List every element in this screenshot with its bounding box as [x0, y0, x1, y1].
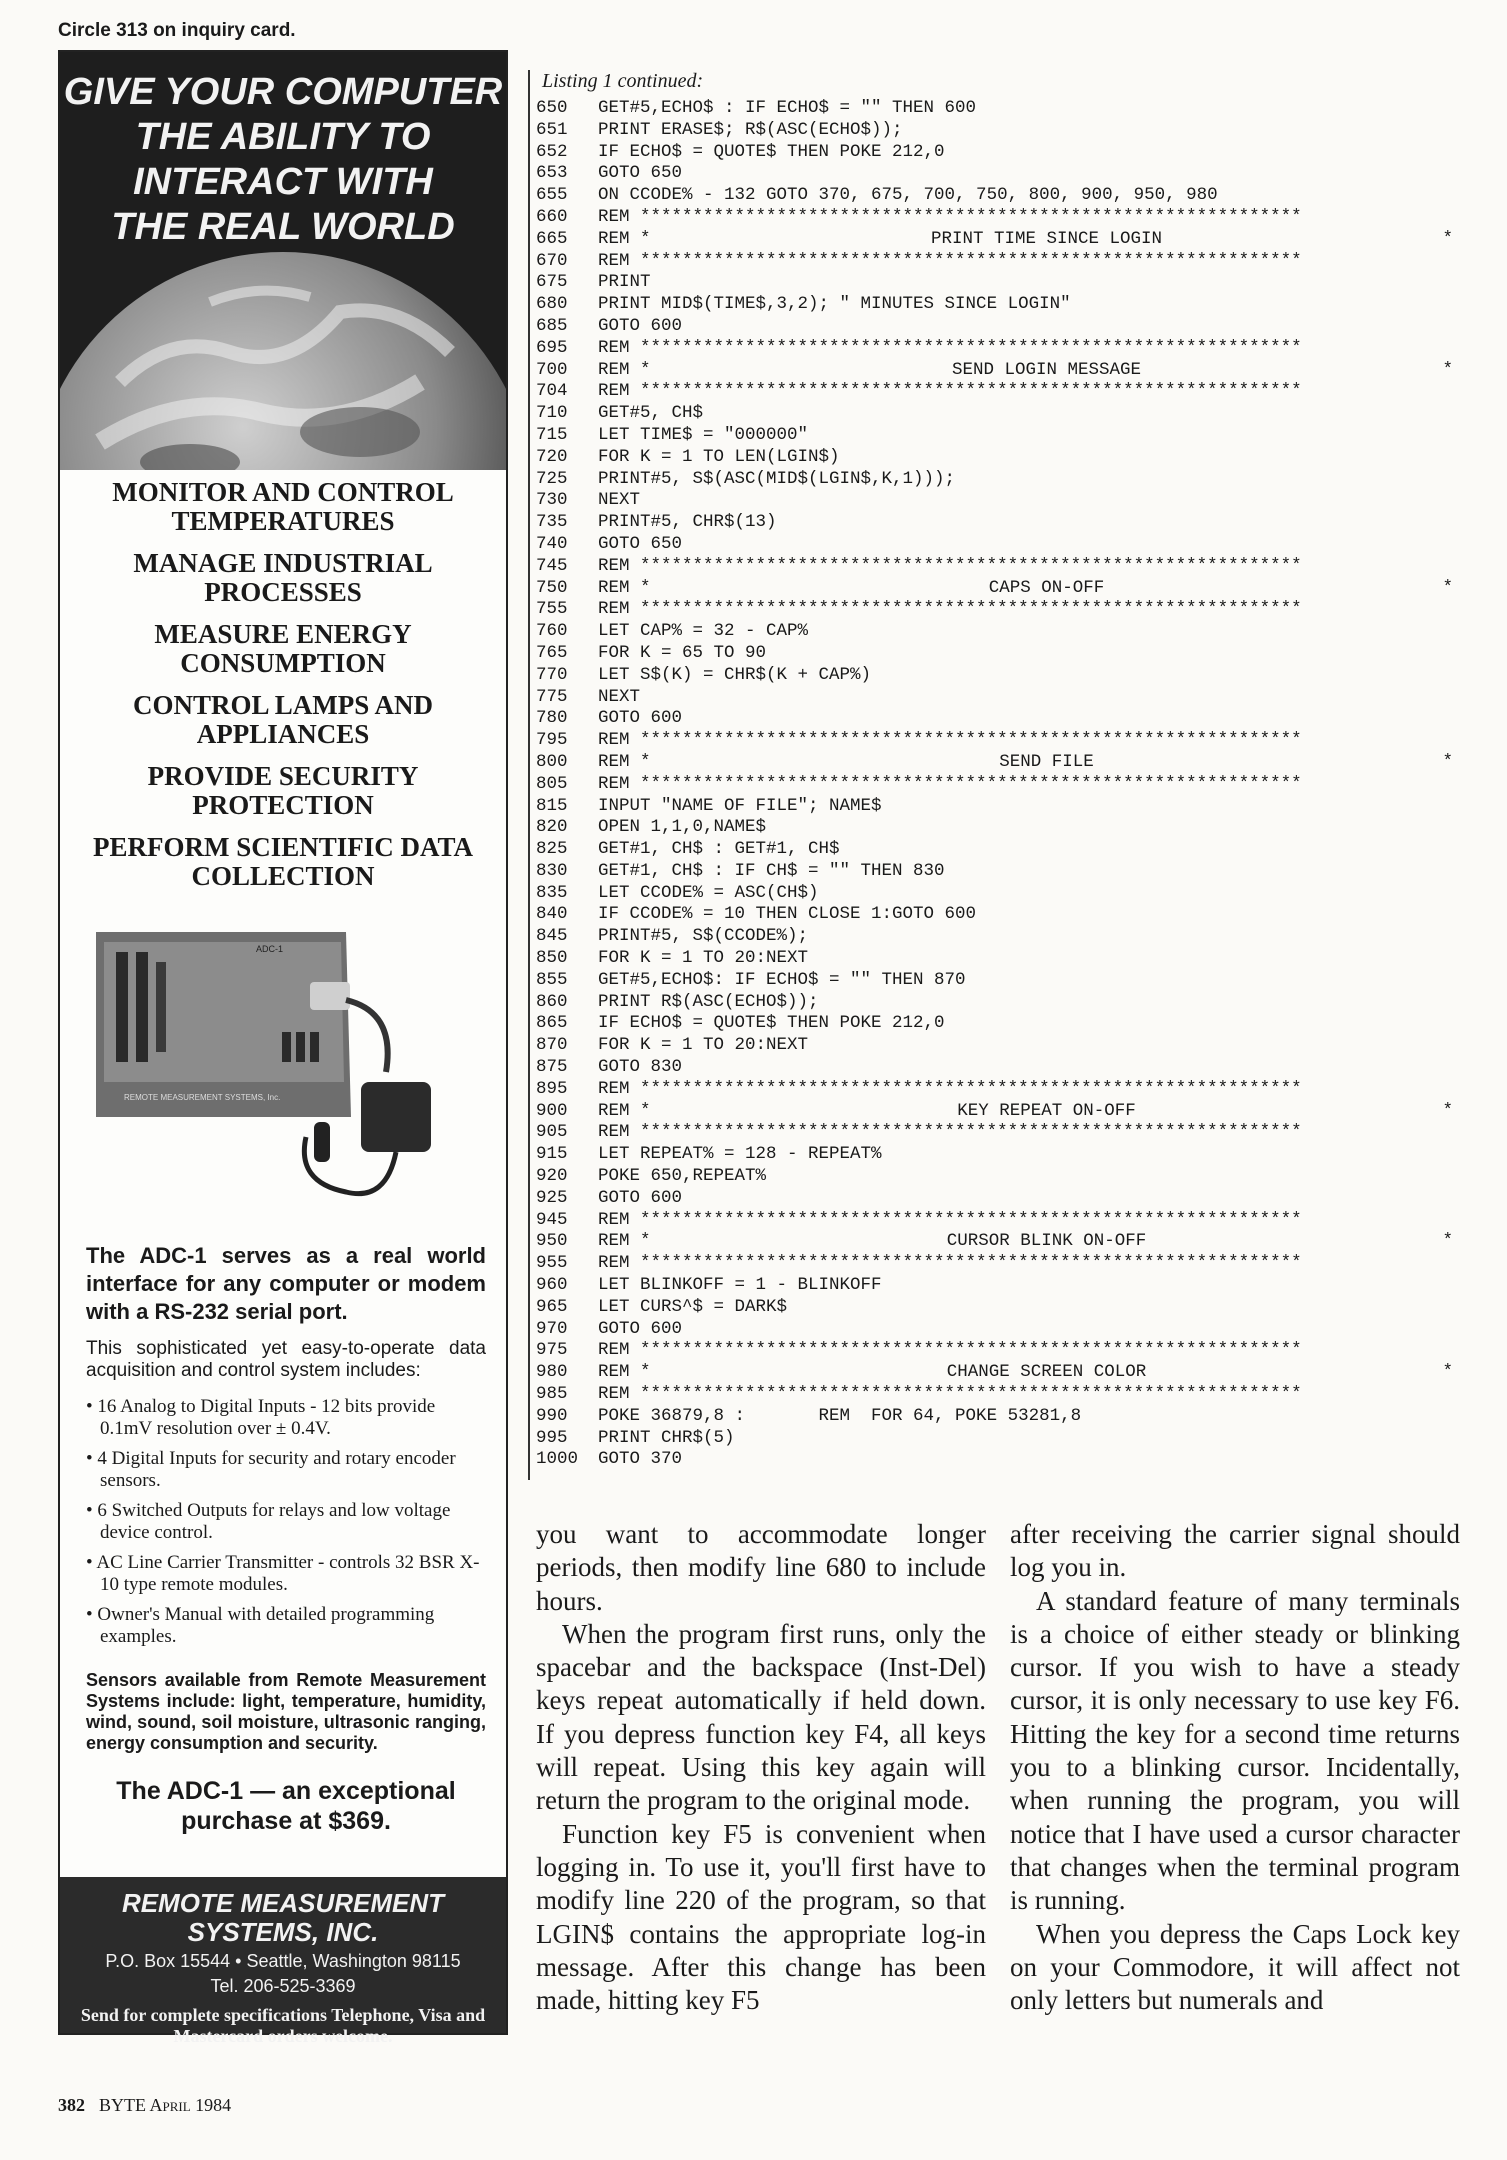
code-statement: FOR K = 65 TO 90 [598, 642, 767, 663]
code-statement: GOTO 830 [598, 1057, 683, 1078]
device-maker: REMOTE MEASUREMENT SYSTEMS, Inc. [124, 1093, 281, 1102]
code-line [536, 251, 1453, 273]
code-statement: GOTO 600 [598, 315, 683, 336]
line-number: 680 [536, 294, 568, 315]
section-title: KEY REPEAT ON-OFF [957, 1100, 1136, 1121]
banner-end: * [1442, 751, 1453, 772]
code-line [536, 98, 1453, 120]
section-title: CAPS ON-OFF [988, 577, 1105, 598]
banner-end: * [1442, 577, 1453, 598]
code-statement: REM * [598, 359, 651, 380]
code-line [536, 142, 1453, 164]
article-column-1 [536, 1518, 986, 2017]
ad-headline [60, 70, 506, 250]
line-number: 960 [536, 1275, 568, 1296]
code-line [536, 163, 1453, 185]
code-statement: LET S$(K) = CHR$(K + CAP%) [598, 664, 872, 685]
code-line [536, 1428, 1453, 1450]
line-number: 925 [536, 1187, 568, 1208]
code-line [536, 360, 1453, 382]
code-line [536, 207, 1453, 229]
code-statement: REM *************************************************************** [598, 1340, 1302, 1361]
code-statement: REM * [598, 1100, 651, 1121]
line-number: 830 [536, 860, 568, 881]
code-statement: GET#1, CH$ : IF CH$ = "" THEN 830 [598, 860, 945, 881]
line-number: 685 [536, 315, 568, 336]
code-line [536, 621, 1453, 643]
code-statement: PRINT#5, S$(CCODE%); [598, 926, 809, 947]
line-number: 805 [536, 773, 568, 794]
capability-item: PERFORM SCIENTIFIC DATA COLLECTION [92, 832, 474, 891]
code-line [536, 1210, 1453, 1232]
code-statement: PRINT#5, S$(ASC(MID$(LGIN$,K,1))); [598, 468, 956, 489]
code-line [536, 1144, 1453, 1166]
line-number: 745 [536, 555, 568, 576]
line-number: 710 [536, 403, 568, 424]
banner-end: * [1442, 228, 1453, 249]
line-number: 915 [536, 1144, 568, 1165]
code-line [536, 861, 1453, 883]
code-line [536, 796, 1453, 818]
line-number: 875 [536, 1057, 568, 1078]
code-statement: FOR K = 1 TO LEN(LGIN$) [598, 446, 840, 467]
line-number: 760 [536, 621, 568, 642]
code-line [536, 1035, 1453, 1057]
line-number: 865 [536, 1013, 568, 1034]
line-number: 652 [536, 141, 568, 162]
section-title: CHANGE SCREEN COLOR [946, 1362, 1147, 1383]
code-line [536, 1362, 1453, 1384]
code-line [536, 1166, 1453, 1188]
code-line [536, 120, 1453, 142]
code-statement: REM *************************************************************** [598, 599, 1302, 620]
code-statement: IF ECHO$ = QUOTE$ THEN POKE 212,0 [598, 1013, 945, 1034]
code-statement: LET CCODE% = ASC(CH$) [598, 882, 819, 903]
code-statement: PRINT [598, 272, 651, 293]
line-number: 845 [536, 926, 568, 947]
feature-item: • Owner's Manual with detailed programming examples. [86, 1604, 435, 1647]
code-statement: REM * [598, 1231, 651, 1252]
capability-item: MEASURE ENERGY CONSUMPTION [154, 619, 412, 678]
line-number: 955 [536, 1253, 568, 1274]
capability-item: CONTROL LAMPS AND APPLIANCES [132, 690, 434, 749]
line-number: 820 [536, 817, 568, 838]
code-statement: FOR K = 1 TO 20:NEXT [598, 1035, 809, 1056]
line-number: 905 [536, 1122, 568, 1143]
code-statement: REM * [598, 577, 651, 598]
company-name: REMOTE MEASUREMENT SYSTEMS, INC. [121, 1888, 445, 1947]
code-line [536, 490, 1453, 512]
code-line [536, 1122, 1453, 1144]
code-line [536, 578, 1453, 600]
code-statement: REM *************************************************************** [598, 381, 1302, 402]
code-line [536, 1253, 1453, 1275]
line-number: 750 [536, 577, 568, 598]
code-line [536, 708, 1453, 730]
line-number: 825 [536, 839, 568, 860]
code-statement: PRINT MID$(TIME$,3,2); " MINUTES SINCE LOGIN" [598, 294, 1071, 315]
code-statement: NEXT [598, 490, 641, 511]
code-statement: GOTO 650 [598, 163, 683, 184]
code-statement: REM *************************************************************** [598, 555, 1302, 576]
line-number: 855 [536, 969, 568, 990]
line-number: 970 [536, 1318, 568, 1339]
section-title: SEND FILE [999, 751, 1094, 772]
line-number: 975 [536, 1340, 568, 1361]
code-line [536, 774, 1453, 796]
code-statement: REM * [598, 751, 651, 772]
article-column-2 [1010, 1518, 1460, 2017]
paragraph: you want to accommodate longer periods, then modify line 680 to include hours. [536, 1519, 986, 1616]
line-number: 870 [536, 1035, 568, 1056]
code-statement: FOR K = 1 TO 20:NEXT [598, 948, 809, 969]
code-line [536, 229, 1453, 251]
code-statement: GOTO 600 [598, 1318, 683, 1339]
price-offer: The ADC-1 — an exceptional purchase at $369. [116, 1777, 456, 1835]
code-line [536, 556, 1453, 578]
line-number: 775 [536, 686, 568, 707]
line-number: 850 [536, 948, 568, 969]
headline-line: THE ABILITY TO [135, 116, 431, 158]
line-number: 735 [536, 512, 568, 533]
code-line [536, 185, 1453, 207]
listing-title: Listing 1 continued: [542, 70, 704, 92]
rem-banner [598, 1231, 1453, 1253]
section-title: CURSOR BLINK ON-OFF [946, 1231, 1147, 1252]
line-number: 770 [536, 664, 568, 685]
code-statement: GET#1, CH$ : GET#1, CH$ [598, 839, 840, 860]
code-line [536, 1384, 1453, 1406]
code-line [536, 447, 1453, 469]
code-statement: REM * [598, 1362, 651, 1383]
code-line [536, 1406, 1453, 1428]
code-line [536, 839, 1453, 861]
line-number: 965 [536, 1296, 568, 1317]
code-statement: PRINT CHR$(5) [598, 1427, 735, 1448]
paragraph: after receiving the carrier signal should log you in. [1010, 1519, 1460, 1583]
line-number: 900 [536, 1100, 568, 1121]
paragraph: When the program first runs, only the spacebar and the backspace (Inst-Del) keys repeat automatically if held down. If you depress function key F4, all keys will repeat. Using this key again will return the program to the original mode. [536, 1618, 986, 1816]
code-statement: GET#5,ECHO$ : IF ECHO$ = "" THEN 600 [598, 98, 977, 118]
ad-intro: This sophisticated yet easy-to-operate data acquisition and control system includes: [86, 1338, 486, 1381]
line-number: 695 [536, 337, 568, 358]
code-line [536, 1057, 1453, 1079]
code-statement: GOTO 600 [598, 708, 683, 729]
code-line [536, 904, 1453, 926]
section-title: SEND LOGIN MESSAGE [951, 359, 1142, 380]
banner-end: * [1442, 1231, 1453, 1252]
line-number: 985 [536, 1384, 568, 1405]
code-line [536, 817, 1453, 839]
rem-banner [598, 229, 1453, 251]
code-listing [528, 70, 1462, 1480]
code-line [536, 1013, 1453, 1035]
code-statement: GOTO 370 [598, 1449, 683, 1470]
feature-item: • 4 Digital Inputs for security and rotary encoder sensors. [86, 1448, 456, 1491]
banner-end: * [1442, 1362, 1453, 1383]
code-statement: REM *************************************************************** [598, 1078, 1302, 1099]
headline-line: THE REAL WORLD [111, 206, 455, 248]
feature-item: • 6 Switched Outputs for relays and low voltage device control. [86, 1500, 451, 1543]
code-line [536, 272, 1453, 294]
code-line [536, 294, 1453, 316]
code-statement: PRINT R$(ASC(ECHO$)); [598, 991, 819, 1012]
order-note: Send for complete specifications Telephone, Visa and Mastercard orders welcome. [80, 2005, 486, 2046]
ad-banner [60, 52, 506, 470]
ad-copy [86, 1242, 486, 1836]
code-line [536, 687, 1453, 709]
code-statement: LET TIME$ = "000000" [598, 424, 809, 445]
advertisement [58, 50, 508, 2046]
code-line [536, 1188, 1453, 1210]
code-line [536, 926, 1453, 948]
line-number: 765 [536, 642, 568, 663]
code-line [536, 948, 1453, 970]
line-number: 860 [536, 991, 568, 1012]
line-number: 720 [536, 446, 568, 467]
code-statement: POKE 36879,8 : REM FOR 64, POKE 53281,8 [598, 1405, 1082, 1426]
code-statement: GOTO 600 [598, 1187, 683, 1208]
code-line [536, 992, 1453, 1014]
line-number: 895 [536, 1078, 568, 1099]
code-line [536, 1079, 1453, 1101]
line-number: 950 [536, 1231, 568, 1252]
line-number: 651 [536, 119, 568, 140]
code-line [536, 338, 1453, 360]
code-statement: GOTO 650 [598, 533, 683, 554]
capability-item: MANAGE INDUSTRIAL PROCESSES [133, 548, 433, 607]
code-statement: GET#5,ECHO$: IF ECHO$ = "" THEN 870 [598, 969, 966, 990]
code-statement: OPEN 1,1,0,NAME$ [598, 817, 767, 838]
code-line [536, 970, 1453, 992]
code-line [536, 1449, 1453, 1471]
code-line [536, 1275, 1453, 1297]
inquiry-note: Circle 313 on inquiry card. [58, 20, 296, 41]
code-line [536, 1297, 1453, 1319]
company-address: P.O. Box 15544 • Seattle, Washington 98115 [105, 1951, 461, 1971]
line-number: 704 [536, 381, 568, 402]
line-number: 815 [536, 795, 568, 816]
capability-item: PROVIDE SECURITY PROTECTION [147, 761, 419, 820]
page-footer [58, 2095, 231, 2116]
line-number: 650 [536, 98, 568, 118]
code-line [536, 512, 1453, 534]
company-contact [60, 1877, 506, 2046]
line-number: 675 [536, 272, 568, 293]
rem-banner [598, 1362, 1453, 1384]
paragraph: When you depress the Caps Lock key on your Commodore, it will affect not only letters but numerals and [1010, 1918, 1460, 2016]
code-statement: IF ECHO$ = QUOTE$ THEN POKE 212,0 [598, 141, 945, 162]
code-line [536, 534, 1453, 556]
banner-end: * [1442, 359, 1453, 380]
code-statement: REM *************************************************************** [598, 250, 1302, 271]
code-statement: ON CCODE% - 132 GOTO 370, 675, 700, 750, 800, 900, 950, 980 [598, 185, 1218, 206]
code-line [536, 1319, 1453, 1341]
page-number: 382 [58, 2095, 85, 2115]
line-number: 800 [536, 751, 568, 772]
code-statement: REM *************************************************************** [598, 1384, 1302, 1405]
line-number: 725 [536, 468, 568, 489]
code-statement: REM *************************************************************** [598, 1253, 1302, 1274]
line-number: 755 [536, 599, 568, 620]
line-number: 670 [536, 250, 568, 271]
paragraph: Function key F5 is convenient when logging in. To use it, you'll first have to modify line 220 of the program, so that LGIN$ contains the appropriate log-in message. After this change has been made, hitting key F5 [536, 1818, 986, 2016]
code-statement: REM *************************************************************** [598, 206, 1302, 227]
code-statement: REM *************************************************************** [598, 337, 1302, 358]
code-line [536, 1340, 1453, 1362]
code-statement: REM *************************************************************** [598, 1209, 1302, 1230]
line-number: 700 [536, 359, 568, 380]
code-line [536, 1231, 1453, 1253]
code-block [536, 98, 1453, 1471]
code-statement: LET REPEAT% = 128 - REPEAT% [598, 1144, 882, 1165]
code-statement: NEXT [598, 686, 641, 707]
code-line [536, 643, 1453, 665]
code-statement: REM *************************************************************** [598, 730, 1302, 751]
code-statement: PRINT#5, CHR$(13) [598, 512, 777, 533]
line-number: 715 [536, 424, 568, 445]
headline-line: GIVE YOUR COMPUTER [63, 71, 503, 113]
adc1-device-photo [96, 932, 476, 1232]
capability-item: MONITOR AND CONTROL TEMPERATURES [112, 477, 454, 536]
line-number: 665 [536, 228, 568, 249]
capability-list [60, 478, 506, 904]
line-number: 980 [536, 1362, 568, 1383]
rem-banner [598, 578, 1453, 600]
feature-item: • AC Line Carrier Transmitter - controls 32 BSR X-10 type remote modules. [86, 1552, 480, 1595]
feature-item: • 16 Analog to Digital Inputs - 12 bits provide 0.1mV resolution over ± 0.4V. [86, 1396, 436, 1439]
code-statement: GET#5, CH$ [598, 403, 704, 424]
sensor-list: Sensors available from Remote Measurement Systems include: light, temperature, humidity, wind, sound, soil moisture, ultrasonic ranging, energy consumption and security. [86, 1670, 486, 1753]
code-statement: REM * [598, 228, 651, 249]
code-statement: IF CCODE% = 10 THEN CLOSE 1:GOTO 600 [598, 904, 977, 925]
line-number: 945 [536, 1209, 568, 1230]
line-number: 660 [536, 206, 568, 227]
code-statement: LET BLINKOFF = 1 - BLINKOFF [598, 1275, 882, 1296]
rem-banner [598, 1101, 1453, 1123]
line-number: 995 [536, 1427, 568, 1448]
banner-end: * [1442, 1100, 1453, 1121]
feature-list [86, 1396, 486, 1648]
code-statement: POKE 650,REPEAT% [598, 1166, 767, 1187]
line-number: 653 [536, 163, 568, 184]
line-number: 840 [536, 904, 568, 925]
code-line [536, 381, 1453, 403]
code-line [536, 316, 1453, 338]
section-title: PRINT TIME SINCE LOGIN [930, 228, 1163, 249]
line-number: 740 [536, 533, 568, 554]
ad-lead: The ADC-1 serves as a real world interface for any computer or modem with a RS-232 serial port. [86, 1243, 486, 1324]
magazine-issue: BYTE April 1984 [99, 2095, 232, 2115]
line-number: 655 [536, 185, 568, 206]
code-statement: REM *************************************************************** [598, 773, 1302, 794]
headline-line: INTERACT WITH [133, 161, 433, 203]
code-statement: LET CURS^$ = DARK$ [598, 1296, 788, 1317]
code-line [536, 730, 1453, 752]
line-number: 730 [536, 490, 568, 511]
code-line [536, 752, 1453, 774]
code-line [536, 425, 1453, 447]
code-line [536, 665, 1453, 687]
line-number: 795 [536, 730, 568, 751]
code-statement: REM *************************************************************** [598, 1122, 1302, 1143]
rem-banner [598, 360, 1453, 382]
rem-banner [598, 752, 1453, 774]
line-number: 835 [536, 882, 568, 903]
line-number: 780 [536, 708, 568, 729]
code-line [536, 469, 1453, 491]
company-phone: Tel. 206-525-3369 [210, 1976, 356, 1996]
code-statement: PRINT ERASE$; R$(ASC(ECHO$)); [598, 119, 903, 140]
line-number: 920 [536, 1166, 568, 1187]
code-line [536, 1101, 1453, 1123]
code-statement: LET CAP% = 32 - CAP% [598, 621, 809, 642]
paragraph: A standard feature of many terminals is a choice of either steady or blinking cursor. If you wish to have a steady cursor, it is only necessary to use key F6. Hitting the key for a second time returns you to a blinking cursor. Incidentally, when running the program, you will notice that I have used a cursor character that changes when the terminal program is running. [1010, 1585, 1460, 1916]
code-line [536, 403, 1453, 425]
code-line [536, 883, 1453, 905]
device-label: ADC-1 [256, 944, 284, 954]
code-statement: INPUT "NAME OF FILE"; NAME$ [598, 795, 882, 816]
line-number: 1000 [536, 1449, 579, 1470]
line-number: 990 [536, 1405, 568, 1426]
code-line [536, 599, 1453, 621]
